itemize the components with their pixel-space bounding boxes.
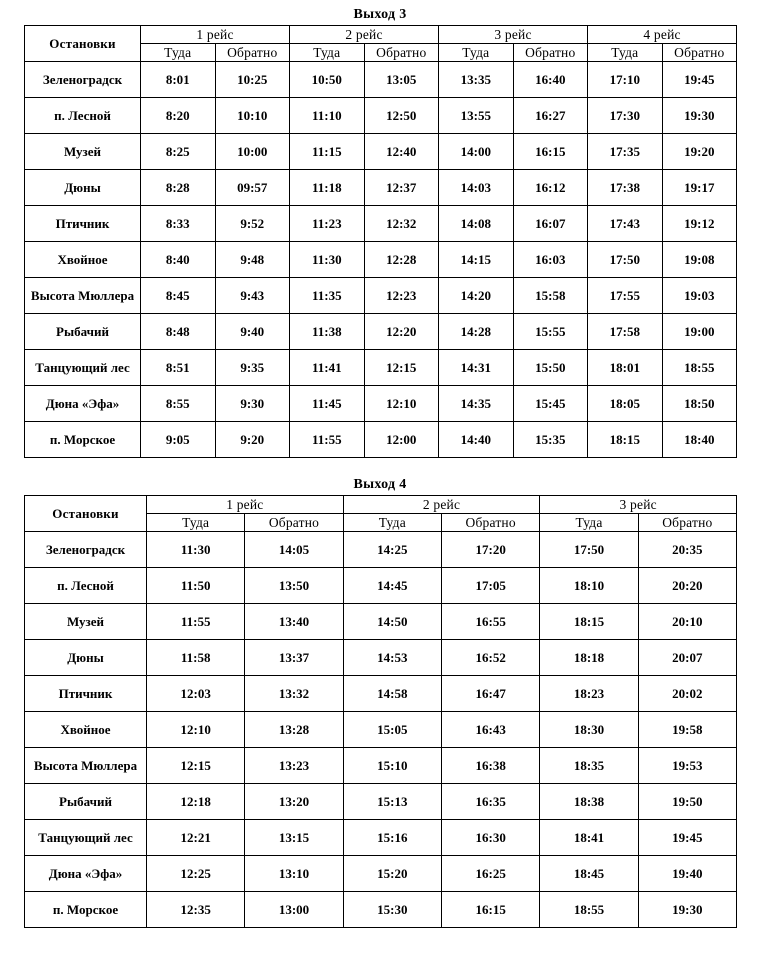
time-cell: 10:25 [215, 62, 290, 98]
time-cell: 19:30 [638, 892, 736, 928]
time-cell: 20:02 [638, 676, 736, 712]
time-cell: 11:55 [147, 604, 245, 640]
time-cell: 19:58 [638, 712, 736, 748]
trip-header: 1 рейс [141, 26, 290, 44]
table-row [25, 712, 737, 748]
time-cell: 14:15 [439, 242, 514, 278]
time-cell: 14:58 [343, 676, 441, 712]
table-row [25, 676, 737, 712]
stop-name: Музей [25, 134, 141, 170]
table-row [25, 170, 737, 206]
time-cell: 19:45 [662, 62, 737, 98]
time-cell: 16:27 [513, 98, 588, 134]
time-cell: 11:30 [147, 532, 245, 568]
time-cell: 9:30 [215, 386, 290, 422]
time-cell: 14:53 [343, 640, 441, 676]
time-cell: 15:20 [343, 856, 441, 892]
table-row [25, 640, 737, 676]
direction-header-forward: Туда [141, 44, 216, 62]
time-cell: 12:40 [364, 134, 439, 170]
time-cell: 16:12 [513, 170, 588, 206]
time-cell: 15:35 [513, 422, 588, 458]
time-cell: 17:38 [588, 170, 663, 206]
table-row [25, 350, 737, 386]
time-cell: 13:37 [245, 640, 343, 676]
direction-header-forward: Туда [147, 514, 245, 532]
time-cell: 19:40 [638, 856, 736, 892]
time-cell: 19:00 [662, 314, 737, 350]
time-cell: 13:32 [245, 676, 343, 712]
stop-name: Птичник [25, 206, 141, 242]
time-cell: 18:35 [540, 748, 638, 784]
time-cell: 16:47 [442, 676, 540, 712]
stop-name: Рыбачий [25, 314, 141, 350]
time-cell: 17:10 [588, 62, 663, 98]
trip-header: 3 рейс [439, 26, 588, 44]
time-cell: 16:43 [442, 712, 540, 748]
time-cell: 8:40 [141, 242, 216, 278]
time-cell: 17:50 [540, 532, 638, 568]
time-cell: 14:31 [439, 350, 514, 386]
time-cell: 14:50 [343, 604, 441, 640]
time-cell: 16:03 [513, 242, 588, 278]
direction-header-forward: Туда [439, 44, 514, 62]
table-row [25, 422, 737, 458]
time-cell: 16:38 [442, 748, 540, 784]
time-cell: 19:12 [662, 206, 737, 242]
time-cell: 13:28 [245, 712, 343, 748]
time-cell: 9:40 [215, 314, 290, 350]
time-cell: 17:35 [588, 134, 663, 170]
table-row [25, 134, 737, 170]
time-cell: 13:50 [245, 568, 343, 604]
time-cell: 14:05 [245, 532, 343, 568]
time-cell: 14:00 [439, 134, 514, 170]
time-cell: 12:15 [147, 748, 245, 784]
time-cell: 16:25 [442, 856, 540, 892]
time-cell: 12:00 [364, 422, 439, 458]
time-cell: 17:43 [588, 206, 663, 242]
stop-name: Зеленоградск [25, 62, 141, 98]
time-cell: 20:07 [638, 640, 736, 676]
time-cell: 12:18 [147, 784, 245, 820]
direction-header-forward: Туда [290, 44, 365, 62]
table-row [25, 314, 737, 350]
time-cell: 17:20 [442, 532, 540, 568]
time-cell: 14:20 [439, 278, 514, 314]
stop-name: п. Лесной [25, 568, 147, 604]
time-cell: 19:03 [662, 278, 737, 314]
direction-header-forward: Туда [540, 514, 638, 532]
trip-header: 2 рейс [290, 26, 439, 44]
time-cell: 19:53 [638, 748, 736, 784]
time-cell: 9:52 [215, 206, 290, 242]
trip-header: 4 рейс [588, 26, 737, 44]
table-row [25, 278, 737, 314]
time-cell: 19:08 [662, 242, 737, 278]
time-cell: 09:57 [215, 170, 290, 206]
time-cell: 11:58 [147, 640, 245, 676]
time-cell: 13:10 [245, 856, 343, 892]
trip-header: 2 рейс [343, 496, 540, 514]
time-cell: 13:00 [245, 892, 343, 928]
stop-name: Хвойное [25, 712, 147, 748]
time-cell: 11:10 [290, 98, 365, 134]
stop-name: Дюны [25, 170, 141, 206]
time-cell: 18:55 [662, 350, 737, 386]
time-cell: 11:30 [290, 242, 365, 278]
header-row-trips [25, 496, 737, 514]
time-cell: 12:50 [364, 98, 439, 134]
time-cell: 18:30 [540, 712, 638, 748]
time-cell: 12:37 [364, 170, 439, 206]
time-cell: 15:55 [513, 314, 588, 350]
time-cell: 11:50 [147, 568, 245, 604]
trip-header: 1 рейс [147, 496, 344, 514]
time-cell: 19:30 [662, 98, 737, 134]
time-cell: 14:08 [439, 206, 514, 242]
time-cell: 20:20 [638, 568, 736, 604]
direction-header-return: Обратно [442, 514, 540, 532]
time-cell: 16:35 [442, 784, 540, 820]
table-row [25, 892, 737, 928]
time-cell: 13:20 [245, 784, 343, 820]
direction-header-return: Обратно [364, 44, 439, 62]
time-cell: 18:15 [540, 604, 638, 640]
table-row [25, 784, 737, 820]
stop-name: Танцующий лес [25, 350, 141, 386]
time-cell: 17:50 [588, 242, 663, 278]
time-cell: 14:35 [439, 386, 514, 422]
stop-name: Рыбачий [25, 784, 147, 820]
time-cell: 14:03 [439, 170, 514, 206]
table-row [25, 242, 737, 278]
time-cell: 20:10 [638, 604, 736, 640]
time-cell: 18:01 [588, 350, 663, 386]
time-cell: 16:52 [442, 640, 540, 676]
stop-name: Зеленоградск [25, 532, 147, 568]
direction-header-forward: Туда [343, 514, 441, 532]
time-cell: 13:23 [245, 748, 343, 784]
table-row [25, 62, 737, 98]
direction-header-return: Обратно [513, 44, 588, 62]
table-row [25, 856, 737, 892]
time-cell: 11:38 [290, 314, 365, 350]
time-cell: 14:28 [439, 314, 514, 350]
time-cell: 14:25 [343, 532, 441, 568]
trip-header: 3 рейс [540, 496, 737, 514]
time-cell: 9:43 [215, 278, 290, 314]
table-row [25, 820, 737, 856]
table-row [25, 206, 737, 242]
time-cell: 18:05 [588, 386, 663, 422]
direction-header-return: Обратно [215, 44, 290, 62]
time-cell: 19:20 [662, 134, 737, 170]
time-cell: 12:15 [364, 350, 439, 386]
time-cell: 11:18 [290, 170, 365, 206]
time-cell: 8:01 [141, 62, 216, 98]
time-cell: 16:30 [442, 820, 540, 856]
time-cell: 12:20 [364, 314, 439, 350]
time-cell: 16:15 [513, 134, 588, 170]
time-cell: 11:35 [290, 278, 365, 314]
time-cell: 15:30 [343, 892, 441, 928]
stops-column-header: Остановки [25, 496, 147, 532]
time-cell: 18:50 [662, 386, 737, 422]
stop-name: Высота Мюллера [25, 748, 147, 784]
time-cell: 9:48 [215, 242, 290, 278]
schedule-table-exit-3 [24, 25, 737, 458]
time-cell: 16:15 [442, 892, 540, 928]
time-cell: 18:10 [540, 568, 638, 604]
time-cell: 18:15 [588, 422, 663, 458]
time-cell: 18:23 [540, 676, 638, 712]
stop-name: п. Лесной [25, 98, 141, 134]
time-cell: 11:23 [290, 206, 365, 242]
stop-name: Танцующий лес [25, 820, 147, 856]
time-cell: 15:10 [343, 748, 441, 784]
time-cell: 18:18 [540, 640, 638, 676]
time-cell: 9:05 [141, 422, 216, 458]
time-cell: 10:00 [215, 134, 290, 170]
time-cell: 14:40 [439, 422, 514, 458]
time-cell: 12:03 [147, 676, 245, 712]
time-cell: 17:30 [588, 98, 663, 134]
direction-header-return: Обратно [245, 514, 343, 532]
time-cell: 15:45 [513, 386, 588, 422]
time-cell: 18:38 [540, 784, 638, 820]
time-cell: 20:35 [638, 532, 736, 568]
time-cell: 11:41 [290, 350, 365, 386]
time-cell: 14:45 [343, 568, 441, 604]
time-cell: 17:05 [442, 568, 540, 604]
table-row [25, 568, 737, 604]
time-cell: 19:45 [638, 820, 736, 856]
header-row-trips [25, 26, 737, 44]
time-cell: 18:41 [540, 820, 638, 856]
time-cell: 15:05 [343, 712, 441, 748]
time-cell: 16:40 [513, 62, 588, 98]
stop-name: Музей [25, 604, 147, 640]
stop-name: Птичник [25, 676, 147, 712]
time-cell: 11:55 [290, 422, 365, 458]
time-cell: 16:55 [442, 604, 540, 640]
time-cell: 17:55 [588, 278, 663, 314]
time-cell: 11:45 [290, 386, 365, 422]
time-cell: 9:20 [215, 422, 290, 458]
table-row [25, 748, 737, 784]
direction-header-return: Обратно [662, 44, 737, 62]
time-cell: 18:55 [540, 892, 638, 928]
time-cell: 18:40 [662, 422, 737, 458]
stop-name: Высота Мюллера [25, 278, 141, 314]
table-row [25, 532, 737, 568]
time-cell: 12:10 [364, 386, 439, 422]
time-cell: 13:15 [245, 820, 343, 856]
time-cell: 8:28 [141, 170, 216, 206]
time-cell: 11:15 [290, 134, 365, 170]
time-cell: 10:10 [215, 98, 290, 134]
stop-name: п. Морское [25, 422, 141, 458]
time-cell: 8:45 [141, 278, 216, 314]
time-cell: 13:40 [245, 604, 343, 640]
time-cell: 13:55 [439, 98, 514, 134]
stop-name: п. Морское [25, 892, 147, 928]
time-cell: 13:35 [439, 62, 514, 98]
table-row [25, 604, 737, 640]
table-row [25, 386, 737, 422]
time-cell: 8:25 [141, 134, 216, 170]
section-title-exit-3: Выход 3 [353, 7, 407, 22]
time-cell: 15:16 [343, 820, 441, 856]
direction-header-return: Обратно [638, 514, 736, 532]
schedule-table-exit-4 [24, 495, 737, 928]
time-cell: 16:07 [513, 206, 588, 242]
time-cell: 19:50 [638, 784, 736, 820]
time-cell: 9:35 [215, 350, 290, 386]
time-cell: 8:51 [141, 350, 216, 386]
stop-name: Дюна «Эфа» [25, 856, 147, 892]
time-cell: 15:50 [513, 350, 588, 386]
time-cell: 15:58 [513, 278, 588, 314]
time-cell: 13:05 [364, 62, 439, 98]
time-cell: 12:25 [147, 856, 245, 892]
time-cell: 8:48 [141, 314, 216, 350]
direction-header-forward: Туда [588, 44, 663, 62]
time-cell: 18:45 [540, 856, 638, 892]
time-cell: 12:23 [364, 278, 439, 314]
time-cell: 8:55 [141, 386, 216, 422]
stop-name: Хвойное [25, 242, 141, 278]
time-cell: 12:10 [147, 712, 245, 748]
time-cell: 12:21 [147, 820, 245, 856]
stops-column-header: Остановки [25, 26, 141, 62]
section-title-exit-4: Выход 4 [353, 477, 407, 492]
stop-name: Дюны [25, 640, 147, 676]
time-cell: 8:33 [141, 206, 216, 242]
time-cell: 12:32 [364, 206, 439, 242]
time-cell: 12:35 [147, 892, 245, 928]
time-cell: 8:20 [141, 98, 216, 134]
time-cell: 17:58 [588, 314, 663, 350]
time-cell: 19:17 [662, 170, 737, 206]
table-row [25, 98, 737, 134]
stop-name: Дюна «Эфа» [25, 386, 141, 422]
time-cell: 10:50 [290, 62, 365, 98]
time-cell: 15:13 [343, 784, 441, 820]
time-cell: 12:28 [364, 242, 439, 278]
